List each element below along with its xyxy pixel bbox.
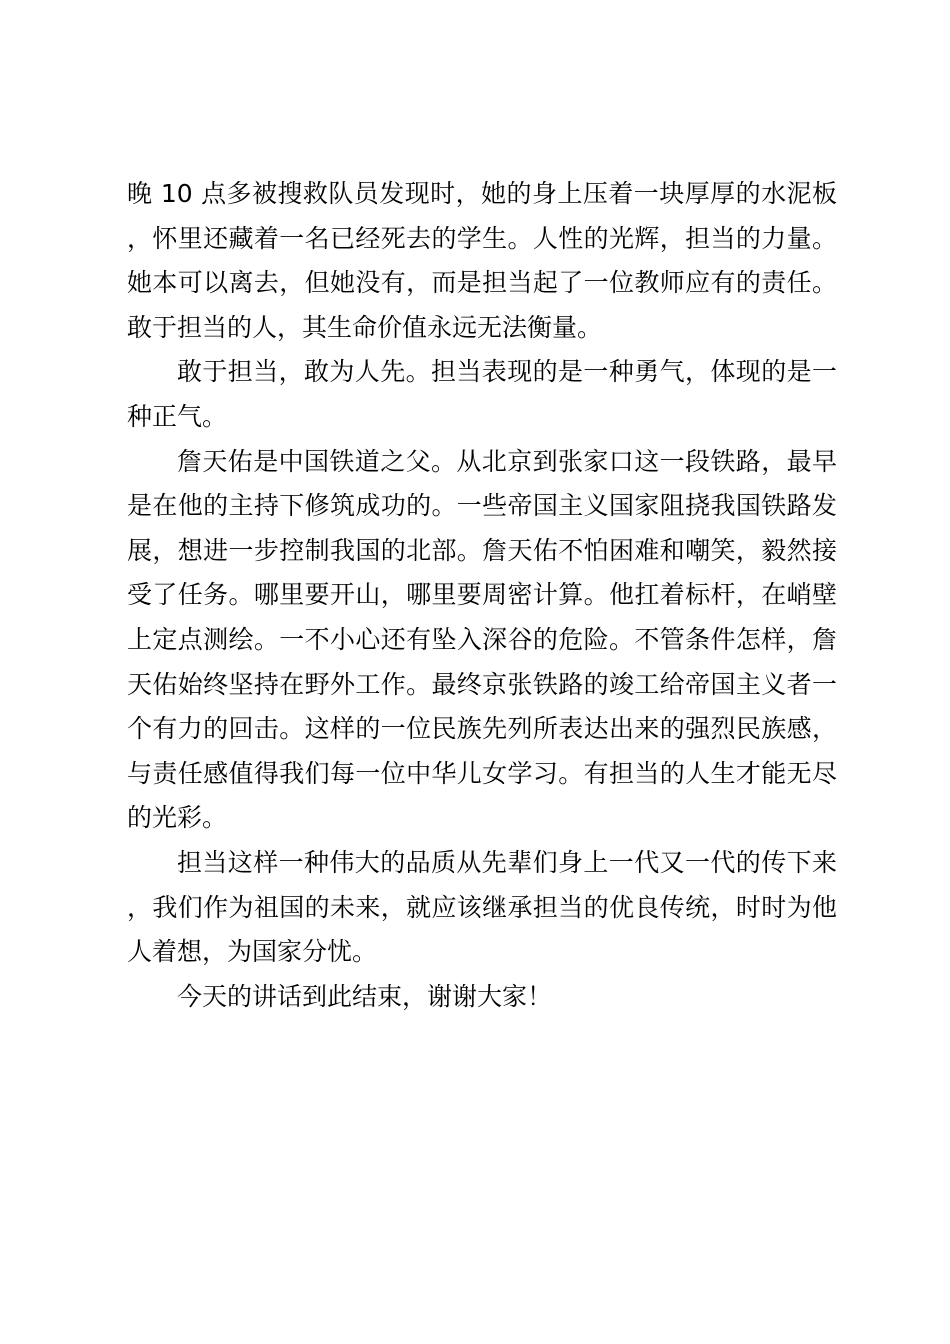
paragraph-inherit-tradition: 担当这样一种伟大的品质从先辈们身上一代又一代的传下来，我们作为祖国的未来，就应该继承担当的优良传统，时时为他人着想，为国家分忧。 xyxy=(127,847,837,967)
paragraph-closing: 今天的讲话到此结束，谢谢大家！ xyxy=(177,981,553,1011)
document-body xyxy=(127,172,837,1019)
paragraph-continuation: 晚 10 点多被搜救队员发现时，她的身上压着一块厚厚的水泥板，怀里还藏着一名已经死去的学生。人性的光辉，担当的力量。她本可以离去，但她没有，而是担当起了一位教师应有的责任。敢于担当的人，其生命价值永远无法衡量。 xyxy=(127,179,837,342)
paragraph-courage: 敢于担当，敢为人先。担当表现的是一种勇气，体现的是一种正气。 xyxy=(127,357,837,431)
paragraph-zhan-tianyou: 詹天佑是中国铁道之父。从北京到张家口这一段铁路，最早是在他的主持下修筑成功的。一些帝国主义国家阻挠我国铁路发展，想进一步控制我国的北部。詹天佑不怕困难和嘲笑，毅然接受了任务。哪里要开山，哪里要周密计算。他扛着标杆，在峭壁上定点测绘。一不小心还有坠入深谷的危险。不管条件怎样，詹天佑始终坚持在野外工作。最终京张铁路的竣工给帝国主义者一个有力的回击。这样的一位民族先列所表达出来的强烈民族感，与责任感值得我们每一位中华儿女学习。有担当的人生才能无尽的光彩。 xyxy=(127,446,837,833)
